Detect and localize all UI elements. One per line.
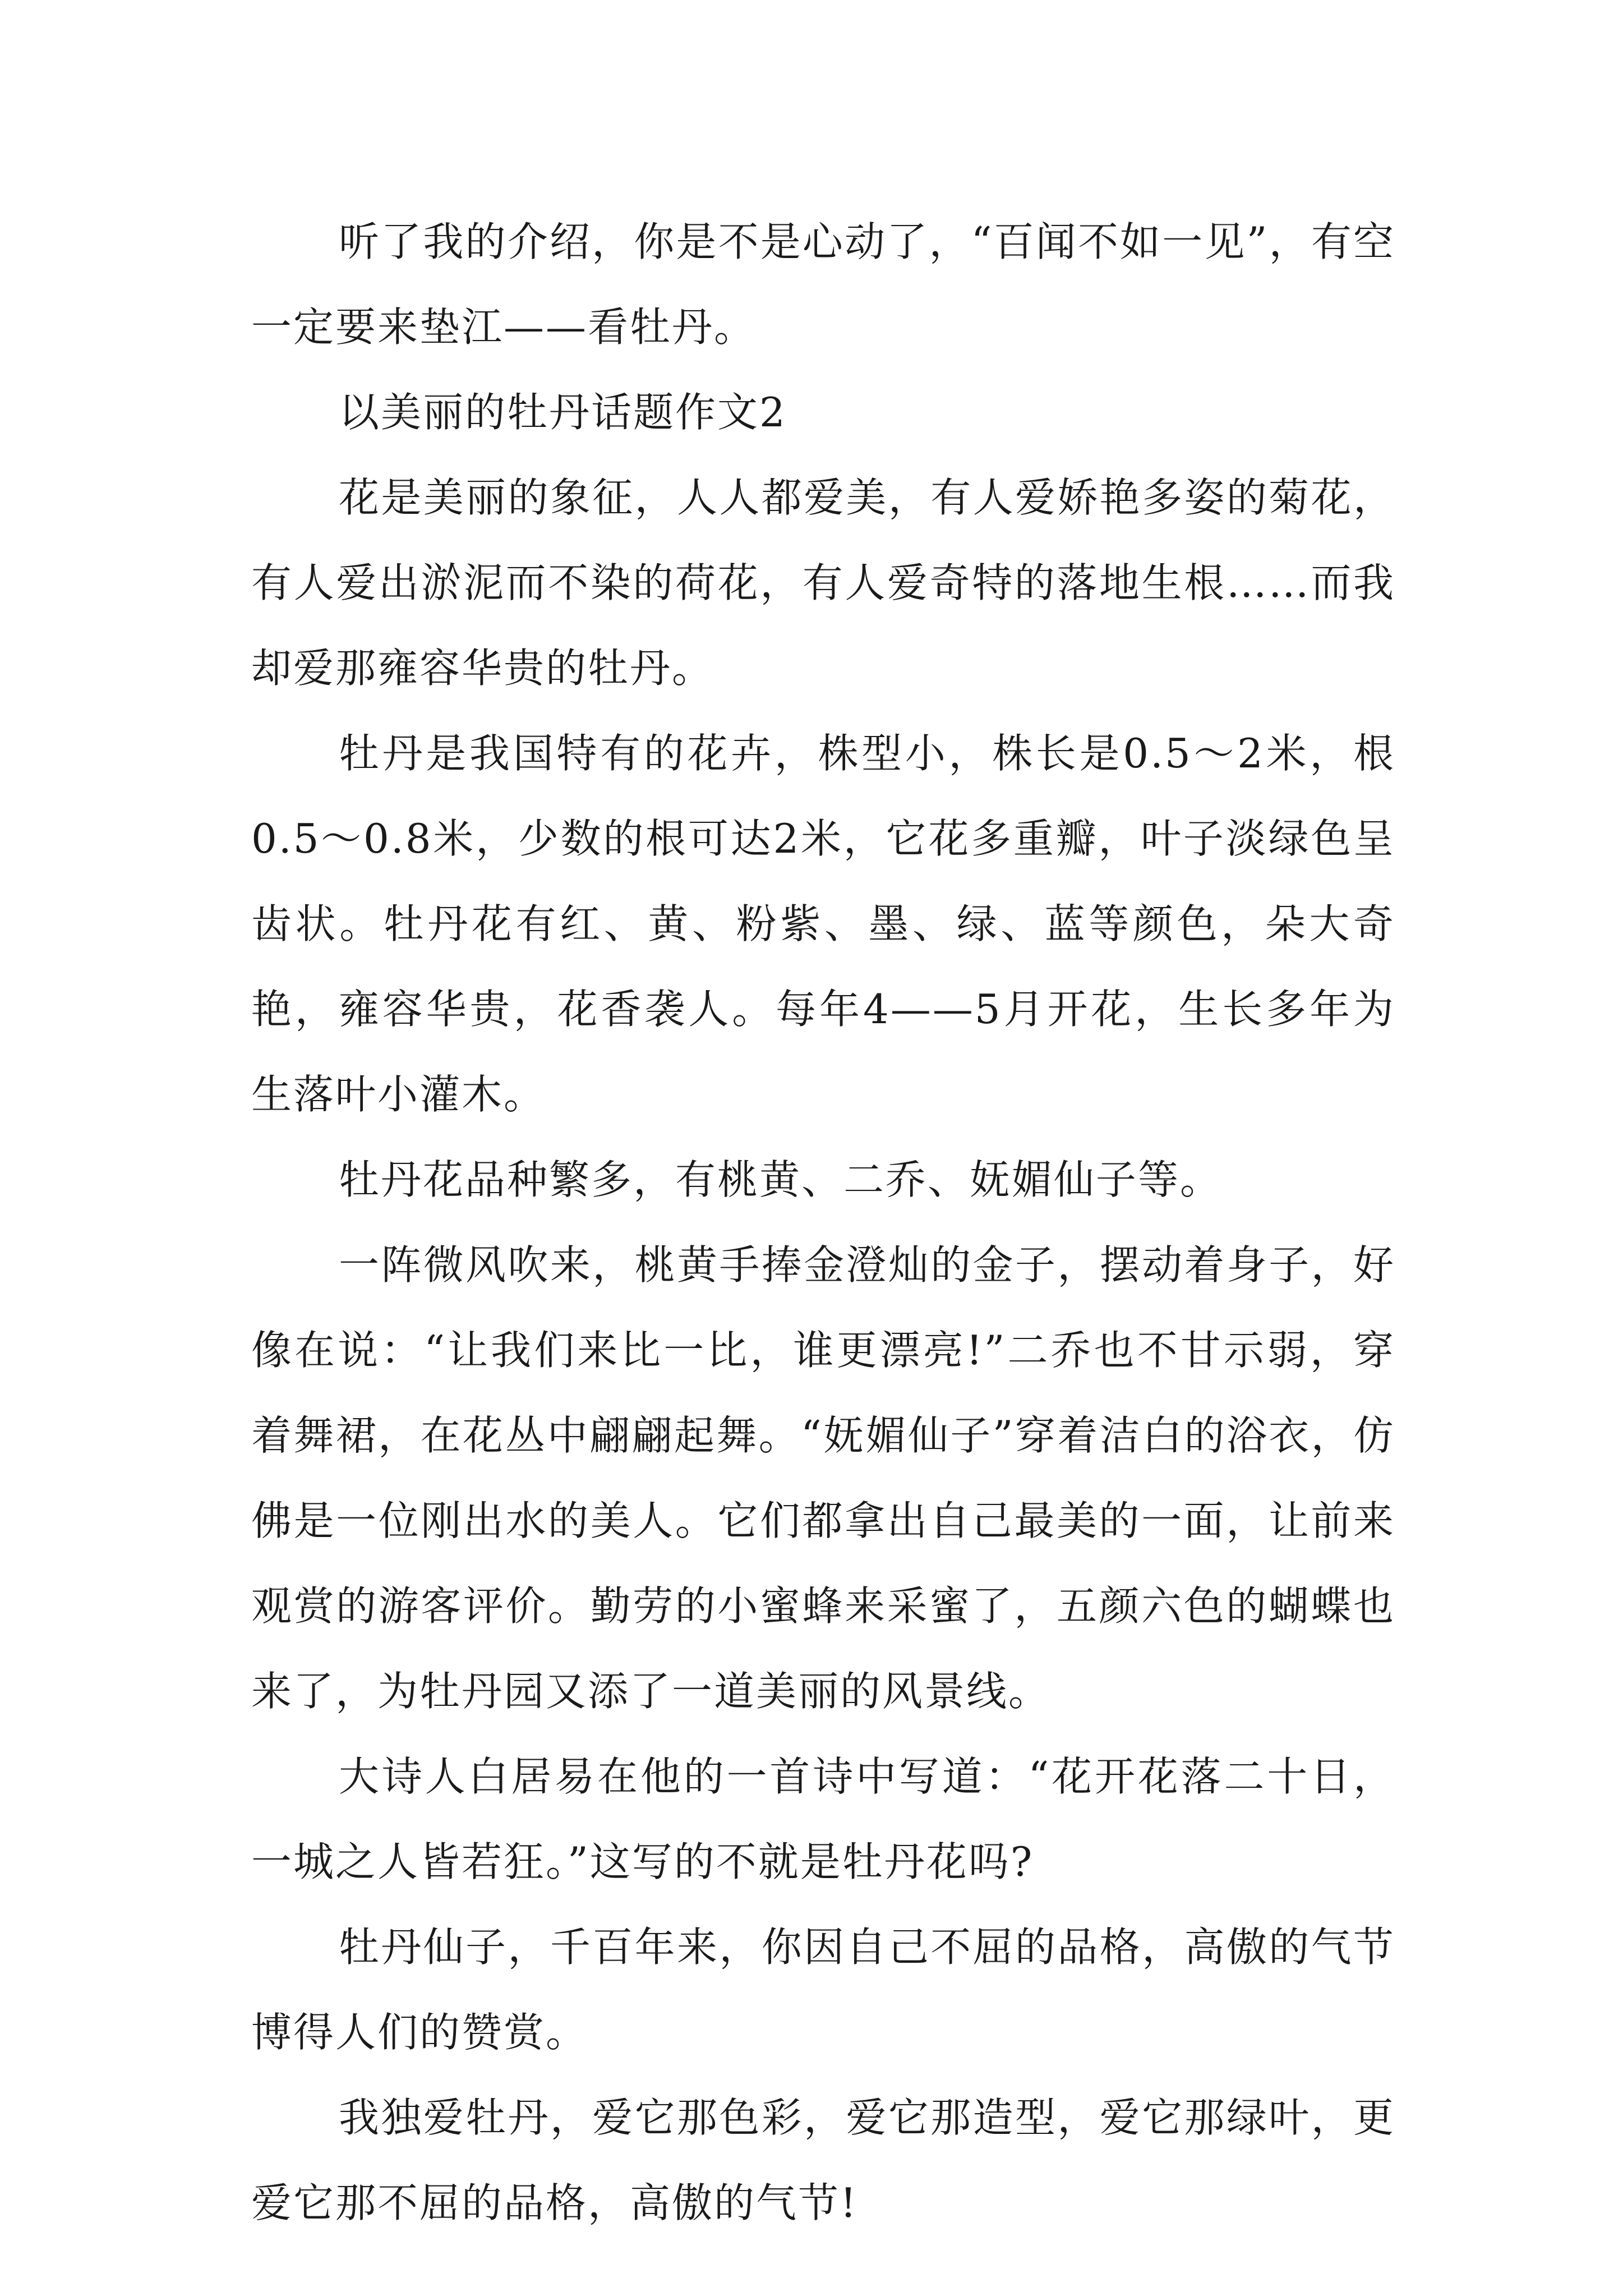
essay-title: 以美丽的牡丹话题作文2 xyxy=(339,389,787,436)
paragraph-scene: 一阵微风吹来，桃黄手捧金澄灿的金子，摆动着身子，好像在说：“让我们来比一比，谁更漂亮!”二乔也不甘示弱，穿着舞裙，在花丛中翩翩起舞。“妩媚仙子”穿着洁白的浴衣，仿佛是一位刚出水的美人。它们都拿出自己最美的一面，让前来观赏的游客评价。勤劳的小蜜蜂来采蜜了，五颜六色的蝴蝶也来了，为牡丹园又添了一道美丽的风景线。 xyxy=(251,1241,1395,1715)
paragraph-poem: 大诗人白居易在他的一首诗中写道：“花开花落二十日，一城之人皆若狂。”这写的不就是牡丹花吗? xyxy=(251,1753,1395,1885)
paragraph-intro: 花是美丽的象征，人人都爱美，有人爱娇艳多姿的菊花，有人爱出淤泥而不染的荷花，有人爱奇特的落地生根……而我却爱那雍容华贵的牡丹。 xyxy=(251,474,1395,692)
essay-body xyxy=(251,199,1395,2246)
paragraph-praise: 牡丹仙子，千百年来，你因自己不屈的品格，高傲的气节博得人们的赞赏。 xyxy=(251,1924,1395,2056)
paragraph-description: 牡丹是我国特有的花卉，株型小，株长是0.5～2米，根0.5～0.8米，少数的根可达2米，它花多重瓣，叶子淡绿色呈齿状。牡丹花有红、黄、粉紫、墨、绿、蓝等颜色，朵大奇艳，雍容华贵，花香袭人。每年4——5月开花，生长多年为生落叶小灌木。 xyxy=(251,730,1395,1118)
paragraph-closing-invitation: 听了我的介绍，你是不是心动了，“百闻不如一见”，有空一定要来垫江——看牡丹。 xyxy=(251,218,1395,351)
paragraph-conclusion: 我独爱牡丹，爱它那色彩，爱它那造型，爱它那绿叶，更爱它那不屈的品格，高傲的气节! xyxy=(251,2094,1395,2226)
paragraph-varieties: 牡丹花品种繁多，有桃黄、二乔、妩媚仙子等。 xyxy=(339,1156,1223,1203)
